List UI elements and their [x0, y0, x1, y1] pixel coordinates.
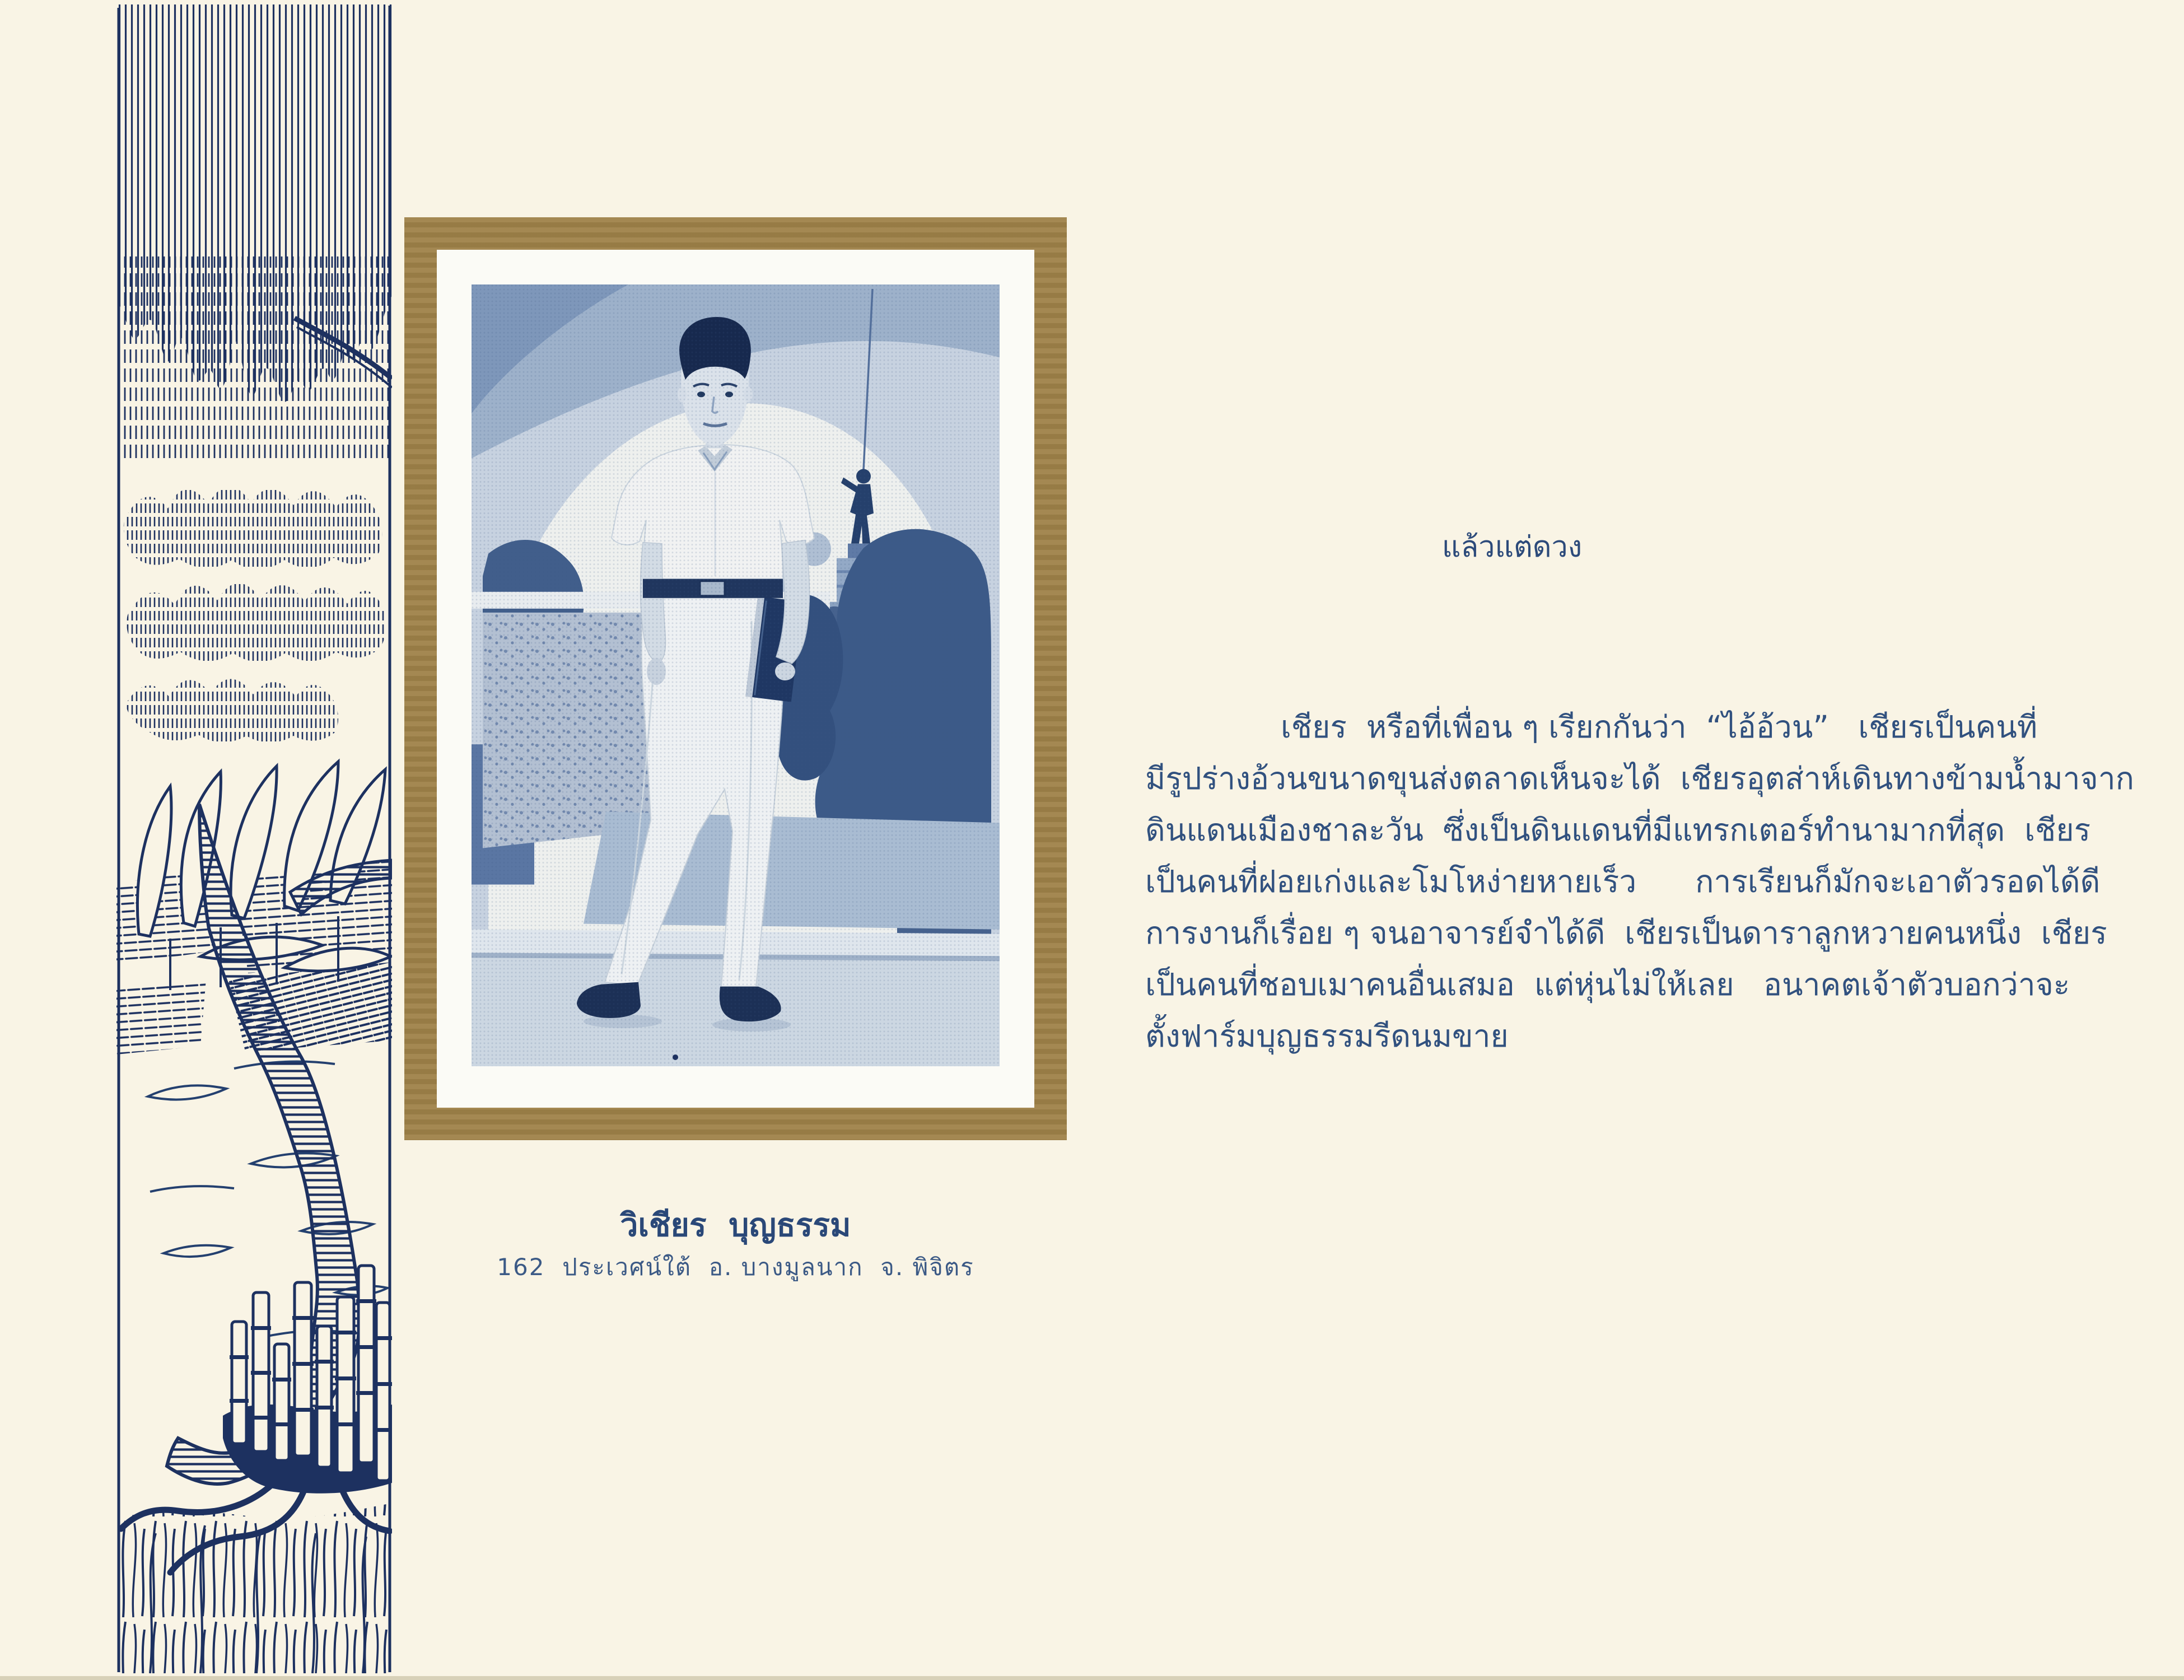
person-name: วิเชียร บุญธรรม: [620, 1207, 851, 1244]
photo-mat: [437, 250, 1034, 1108]
forest-hatching: [116, 4, 392, 458]
paragraph-line: ดินแดนเมืองชาละวัน ซึ่งเป็นดินแดนที่มีแทรกเตอร์ทำนามากที่สุด เชียร: [1145, 812, 2091, 848]
halftone-overlay: [472, 284, 1000, 1066]
bush-clouds: [124, 486, 386, 743]
paragraph-line: เชียร หรือที่เพื่อน ๆ เรียกกันว่า “ไอ้อ้วน” เชียรเป็นคนที่: [1281, 709, 2038, 745]
grass-field: [116, 1503, 392, 1673]
paragraph-line: เป็นคนที่ฝอยเก่งและโมโหง่ายหายเร็ว การเรียนก็มักจะเอาตัวรอดได้ดี: [1145, 864, 2101, 899]
paragraph-line: การงานก็เรื่อย ๆ จนอาจารย์จำได้ดี เชียรเป็นดาราลูกหวายคนหนึ่ง เชียร: [1145, 915, 2107, 951]
paragraph-line: ตั้งฟาร์มบุญธรรมรีดนมขาย: [1145, 1018, 1509, 1054]
photo-caption: [404, 1203, 1067, 1287]
paragraph-line: มีรูปร่างอ้วนขนาดขุนส่งตลาดเห็นจะได้ เชียรอุตส่าห์เดินทางข้ามน้ำมาจาก: [1145, 760, 2134, 796]
portrait-photo-art: [472, 284, 1000, 1066]
bamboo-cluster: [223, 1266, 392, 1494]
landscape-line-art: [116, 4, 392, 1673]
portrait-photo: [472, 284, 1000, 1066]
decorative-illustration: [116, 4, 392, 1673]
photo-frame: [404, 217, 1067, 1140]
page-bottom-edge: [0, 1676, 2184, 1680]
section-heading: แล้วแต่ดวง: [1441, 530, 1583, 564]
person-address: 162 ประเวศน์ใต้ อ. บางมูลนาก จ. พิจิตร: [497, 1253, 974, 1281]
bio-paragraph: [1145, 701, 2134, 1062]
paragraph-line: เป็นคนที่ชอบเมาคนอื่นเสมอ แต่หุ่นไม่ให้เลย อนาคตเจ้าตัวบอกว่าจะ: [1145, 967, 2070, 1002]
